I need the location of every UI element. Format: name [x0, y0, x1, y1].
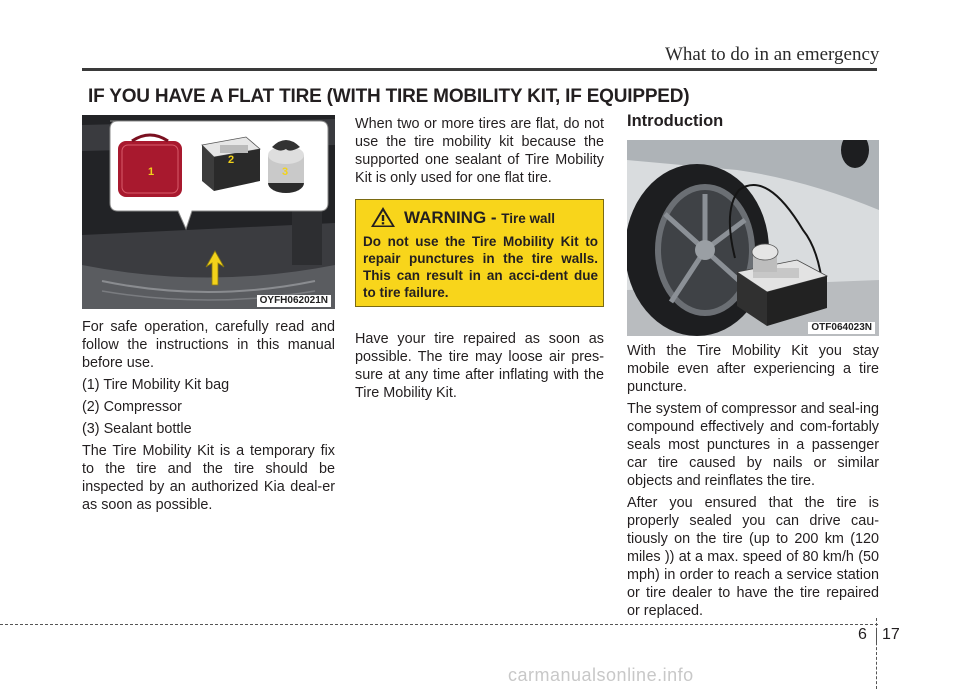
trunk-kit-photo: [82, 115, 335, 309]
page-number: 17: [882, 626, 900, 643]
callout-2: 2: [228, 154, 235, 166]
page-number-separator: [876, 628, 877, 644]
figure-code: OYFH062021N: [257, 295, 331, 307]
column-middle: [355, 115, 604, 191]
warning-text: Do not use the Tire Mobility Kit to repair punctures in the tire walls. This can result in an acci-dent due to tire failure.: [363, 234, 598, 300]
drive-cautiously-paragraph: After you ensured that the tire is properly sealed you can drive cau-tiously on the tire (up to 200 km (120 miles )) at a max. speed of 80 km/h (50 mph) in order to reach a service station or tire dealer to have the tire repaired or replaced.: [627, 495, 879, 619]
warning-box: [355, 199, 604, 307]
repair-soon-paragraph: Have your tire repaired as soon as possible. The tire may loose air pres-sure at any time after inflating with the Tire Mobility Kit.: [355, 331, 604, 401]
header-rule: [82, 68, 877, 71]
watermark: carmanualsonline.info: [508, 665, 694, 685]
warning-subtitle: Tire wall: [501, 211, 556, 226]
system-paragraph: The system of compressor and seal-ing compound effectively and com-fortably seals most punctures in a passenger car tire caused by nails or similar objects and reinflates the tire.: [627, 401, 879, 489]
callout-3: 3: [282, 166, 289, 178]
column-right: [627, 342, 879, 624]
compressor-wheel-photo: [627, 140, 879, 336]
column-middle-lower: [355, 330, 604, 406]
list-item: (3) Sealant bottle: [82, 421, 192, 437]
chapter-number: 6: [858, 626, 867, 643]
footer-rule: [0, 624, 878, 625]
list-item: (2) Compressor: [82, 399, 182, 415]
callout-1: 1: [148, 166, 155, 178]
list-item: (1) Tire Mobility Kit bag: [82, 377, 230, 393]
temporary-fix-paragraph: The Tire Mobility Kit is a temporary fix to the tire and the tire should be inspected by an authorized Kia deal-er as soon as possible.: [82, 443, 335, 513]
introduction-heading: Introduction: [627, 112, 724, 130]
column-left: [82, 318, 335, 518]
intro-paragraph: For safe operation, carefully read and follow the instructions in this manual before use.: [82, 319, 335, 371]
chapter-heading: IF YOU HAVE A FLAT TIRE (WITH TIRE MOBILITY KIT, IF EQUIPPED): [88, 86, 690, 107]
figure-code: OTF064023N: [808, 322, 875, 334]
warning-title: [404, 208, 555, 228]
section-title: What to do in an emergency: [665, 44, 880, 65]
warning-icon: [370, 206, 396, 228]
stay-mobile-paragraph: With the Tire Mobility Kit you stay mobile even after experiencing a tire puncture.: [627, 343, 879, 395]
compressor-wheel-illustration: [627, 140, 879, 336]
warning-label: WARNING -: [404, 208, 502, 227]
multiple-flats-paragraph: When two or more tires are flat, do not use the tire mobility kit because the supported one sealant of Tire Mobility Kit is only used for one flat tire.: [355, 116, 604, 186]
trunk-kit-illustration: [82, 115, 335, 309]
